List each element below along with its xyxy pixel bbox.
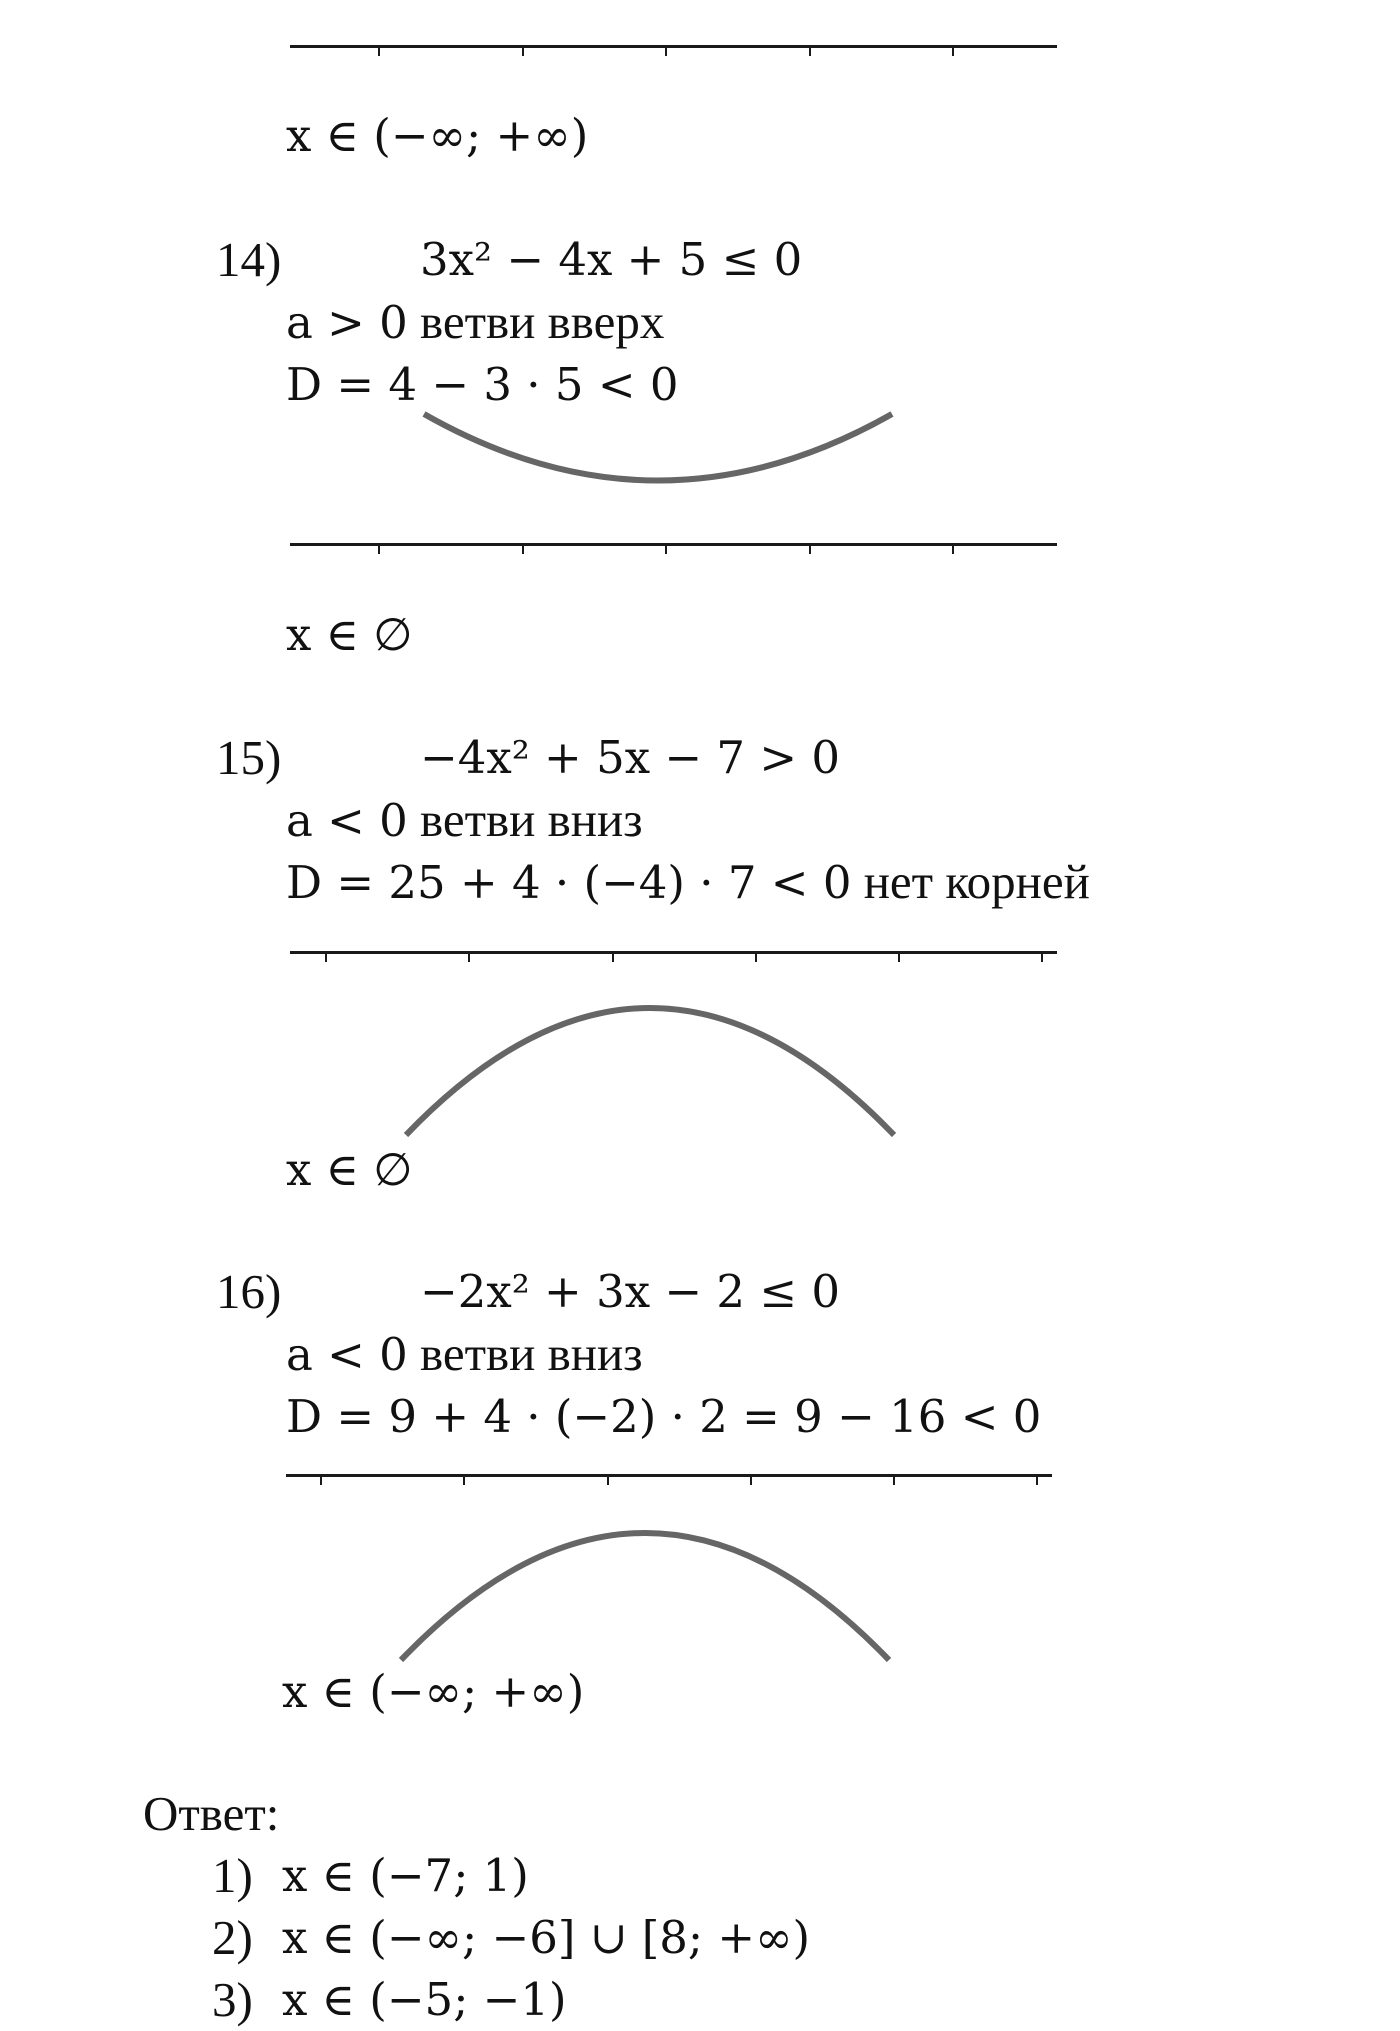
axis-tick [463, 1476, 465, 1485]
number-line-15 [290, 951, 1057, 954]
axis-tick [1041, 953, 1043, 962]
axis-tick [665, 545, 667, 554]
answer-14: x ∈ ∅ [286, 608, 413, 661]
axis-tick [750, 1476, 752, 1485]
problem-number-15: 15) [216, 730, 282, 785]
axis-tick [898, 953, 900, 962]
axis-tick [378, 47, 380, 56]
discriminant-line-16 [286, 1386, 1041, 1447]
answer-13: x ∈ (−∞; +∞) [286, 109, 589, 162]
axis-tick [755, 953, 757, 962]
axis-tick [893, 1476, 895, 1485]
axis-tick [522, 545, 524, 554]
axis-tick [809, 47, 811, 56]
axis-tick [809, 545, 811, 554]
parabola-down-15 [400, 1005, 900, 1145]
axis-tick [320, 1476, 322, 1485]
branch-math-14: a > 0 [286, 296, 408, 349]
axis-tick [952, 545, 954, 554]
axis-tick [468, 953, 470, 962]
inequality-14: 3x² − 4x + 5 ≤ 0 [420, 233, 803, 286]
branch-text-16: ветви вниз [420, 1326, 643, 1381]
discriminant-math-16: D = 9 + 4 · (−2) · 2 = 9 − 16 < 0 [286, 1390, 1042, 1443]
axis-tick [378, 545, 380, 554]
inequality-16: −2x² + 3x − 2 ≤ 0 [420, 1265, 840, 1318]
discriminant-line-14 [286, 354, 678, 415]
summary-value-2: x ∈ (−∞; −6] ∪ [8; +∞) [282, 1911, 811, 1964]
summary-value-3: x ∈ (−5; −1) [282, 1973, 567, 2026]
discriminant-line-15 [286, 852, 1090, 913]
number-line-13 [290, 45, 1057, 48]
inequality-15: −4x² + 5x − 7 > 0 [420, 731, 840, 784]
axis-tick [325, 953, 327, 962]
branch-math-15: a < 0 [286, 794, 408, 847]
discriminant-text-15: нет корней [863, 854, 1090, 909]
branch-line-15 [286, 790, 643, 851]
axis-tick [665, 47, 667, 56]
branch-text-14: ветви вверх [420, 294, 665, 349]
discriminant-math-15: D = 25 + 4 · (−4) · 7 < 0 [286, 856, 852, 909]
answer-16: x ∈ (−∞; +∞) [282, 1665, 585, 1718]
parabola-down-16 [395, 1530, 895, 1670]
answer-title: Ответ: [143, 1786, 280, 1841]
answer-15: x ∈ ∅ [286, 1143, 413, 1196]
number-line-14 [290, 543, 1057, 546]
problem-number-16: 16) [216, 1264, 282, 1319]
number-line-16 [286, 1474, 1052, 1477]
branch-line-16 [286, 1324, 643, 1385]
summary-number-1: 1) [212, 1848, 253, 1903]
branch-text-15: ветви вниз [420, 792, 643, 847]
parabola-up-14 [420, 410, 900, 490]
summary-value-1: x ∈ (−7; 1) [282, 1849, 529, 1902]
problem-number-14: 14) [216, 232, 282, 287]
axis-tick [612, 953, 614, 962]
branch-math-16: a < 0 [286, 1328, 408, 1381]
axis-tick [522, 47, 524, 56]
axis-tick [1036, 1476, 1038, 1485]
branch-line-14 [286, 292, 664, 353]
axis-tick [607, 1476, 609, 1485]
summary-number-2: 2) [212, 1910, 253, 1965]
discriminant-math-14: D = 4 − 3 · 5 < 0 [286, 358, 679, 411]
summary-number-3: 3) [212, 1972, 253, 2027]
axis-tick [952, 47, 954, 56]
